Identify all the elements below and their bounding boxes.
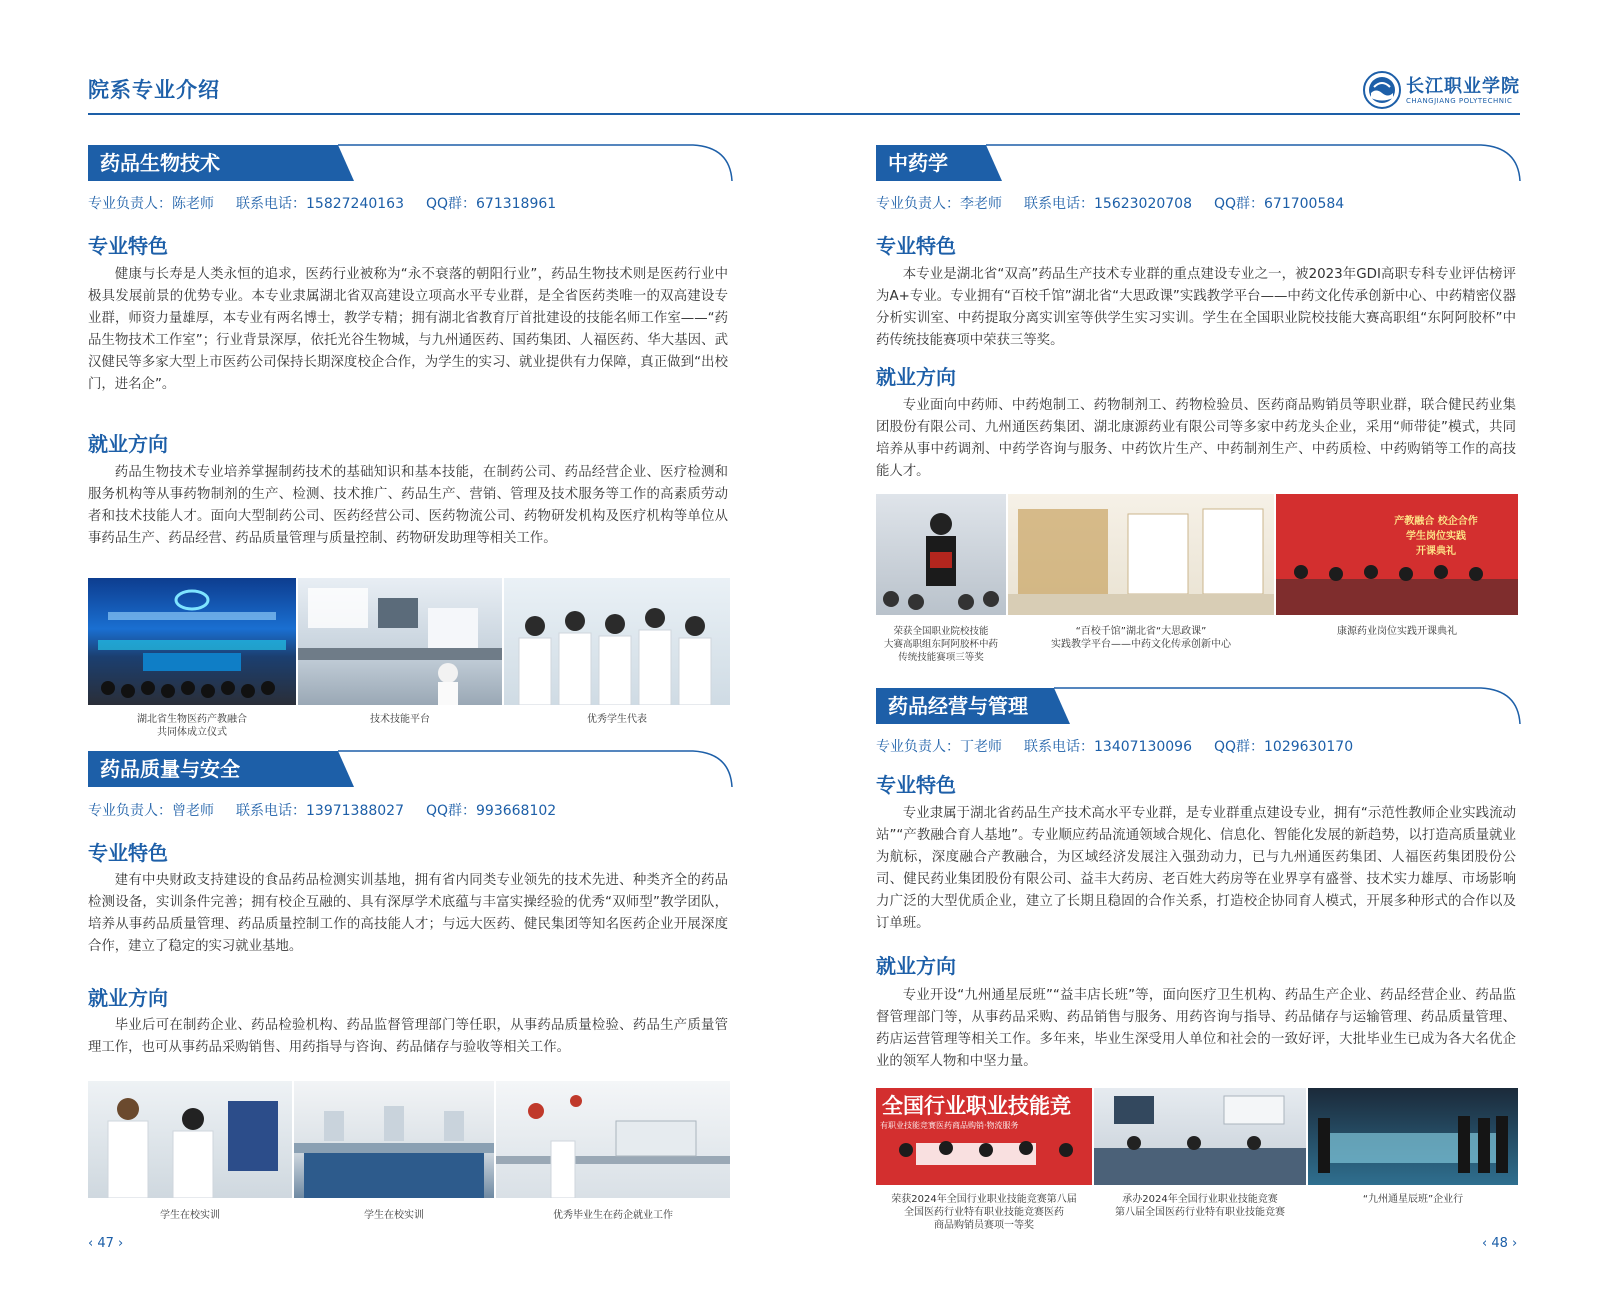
section-title: 中药学: [888, 151, 948, 175]
photo-caption: [1276, 625, 1518, 638]
section-title: 药品经营与管理: [888, 694, 1028, 718]
photo-lab-platform: [298, 578, 502, 705]
feature-heading: 专业特色: [876, 234, 956, 258]
caption-text: 学生在校实训: [160, 1210, 220, 1221]
caption-text: 承办2024年全国行业职业技能竞赛 第八届全国医药行业特有职业技能竞赛: [1115, 1194, 1285, 1218]
photo-caption: [88, 713, 296, 739]
page-number-left: ‹ 47 ›: [88, 1236, 124, 1251]
page-header-title: 院系专业介绍: [88, 78, 220, 102]
contact-line: [88, 800, 578, 820]
contact-phone: 联系电话：15623020708: [1024, 196, 1192, 212]
caption-text: 康源药业岗位实践开课典礼: [1337, 626, 1457, 637]
photo-caption: [88, 1209, 292, 1222]
contact-person: 专业负责人：曾老师: [88, 803, 214, 819]
caption-text: “九州通星辰班”企业行: [1362, 1194, 1464, 1205]
job-paragraph: 药品生物技术专业培养掌握制药技术的基础知识和基本技能，在制药公司、药品经营企业、医疗检测和服务机构等从事药物制剂的生产、检测、技术推广、药品生产、营销、管理及技术服务等工作的高素质劳动者和技术技能人才。面向大型制药公司、医药经营公司、医药物流公司、药物研发机构及医疗机构等单位从事药品生产、药品经营、药品质量管理与质量控制、药物研发助理等相关工作。: [88, 465, 728, 546]
contact-phone: 联系电话：13407130096: [1024, 739, 1192, 755]
lab-bench-illustration: [294, 1081, 494, 1198]
page-number-value: 48: [1491, 1236, 1508, 1251]
caption-text: 优秀毕业生在药企就业工作: [553, 1210, 673, 1221]
feature-paragraph: 本专业是湖北省“双高”药品生产技术专业群的重点建设专业之一，被2023年GDI高职专科专业评估榜评为A+专业。专业拥有“百校千馆”湖北省“大思政课”实践教学平台——中药文化传承创新中心、中药精密仪器分析实训室、中药提取分离实训室等供学生实习实训。学生在全国职业院校技能大赛高职组“东阿阿胶杯”中药传统技能赛项中荣获三等奖。: [876, 267, 1516, 348]
caption-text: 技术技能平台: [370, 714, 430, 725]
caption-text: 湖北省生物医药产教融合 共同体成立仪式: [137, 714, 247, 738]
feature-paragraph: 健康与长寿是人类永恒的追求，医药行业被称为“永不衰落的朝阳行业”，药品生物技术则是医药行业中极具发展前景的优势专业。本专业隶属湖北省双高建设立项高水平专业群，是全省医药类唯一的双高建设专业群，师资力量雄厚，本专业有两名博士，教学专精；拥有湖北省教育厅首批建设的技能名师工作室——“药品生物技术工作室”；行业背景深厚，依托光谷生物城，与九州通医药、国药集团、人福医药、华大基因、武汉健民等多家大型上市医药公司保持长期深度校企合作，为学生的实习、就业提供有力保障，真正做到“出校门，进名企”。: [88, 267, 728, 392]
section-header-pharma-management: [876, 686, 1522, 726]
caption-text: 学生在校实训: [364, 1210, 424, 1221]
section-header-shape: [876, 143, 1522, 183]
feature-heading: 专业特色: [88, 841, 168, 865]
photo-student-training-2: [294, 1081, 494, 1198]
banner-line: 产教融合 校企合作: [1394, 516, 1478, 527]
caption-text: 优秀学生代表: [587, 714, 647, 725]
feature-paragraph: 专业隶属于湖北省药品生产技术高水平专业群，是专业群重点建设专业，拥有“示范性教师企业实践流动站”“产教融合育人基地”。专业顺应药品流通领域合规化、信息化、智能化发展的新趋势，以打造高质量就业为航标，深度融合产教融合，为区域经济发展注入强劲动力，已与九州通医药集团、人福医药集团股份公司、健民药业集团股份有限公司、益丰大药房、老百姓大药房等在业界享有盛誉、技术实力雄厚、市场影响力广泛的大型优质企业，建立了长期且稳固的合作关系，打造校企协同育人模式，开展多种形式的合作以及订单班。: [876, 806, 1516, 931]
page-number-right: ‹ 48 ›: [1482, 1236, 1518, 1251]
photo-skills-competition: [876, 1088, 1092, 1185]
award-stage-illustration: [876, 1088, 1092, 1185]
photo-caption: [876, 625, 1006, 664]
feature-heading: 专业特色: [876, 773, 956, 797]
job-paragraph: 毕业后可在制药企业、药品检验机构、药品监督管理部门等任职，从事药品质量检验、药品生产质量管理工作，也可从事药品采购销售、用药指导与咨询、药品储存与验收等相关工作。: [88, 1018, 728, 1055]
photo-kangyuan-ceremony: [1276, 494, 1518, 615]
caption-text: 荣获2024年全国行业职业技能竞赛第八届 全国医药行业特有职业技能竞赛医药 商品购销员赛项一等奖: [891, 1194, 1077, 1231]
ceremony-stage-illustration: [88, 578, 296, 705]
museum-display-illustration: [1008, 494, 1274, 615]
photo-caption: [1308, 1193, 1518, 1206]
contact-line: [876, 193, 1366, 213]
contact-phone: 联系电话：15827240163: [236, 196, 404, 212]
banner-subtitle: 有职业技能竞赛医药商品购销·物流服务: [880, 1121, 1019, 1130]
banner-line: 学生岗位实践: [1406, 531, 1466, 542]
contact-phone: 联系电话：13971388027: [236, 803, 404, 819]
job-heading: 就业方向: [88, 986, 168, 1010]
photo-caption: [298, 713, 502, 726]
photo-graduate-working: [496, 1081, 730, 1198]
job-heading: 就业方向: [876, 365, 956, 389]
photo-student-training-1: [88, 1081, 292, 1198]
lab-equipment-illustration: [298, 578, 502, 705]
contact-qq: QQ群：993668102: [425, 803, 557, 819]
caption-text: “百校千馆”湖北省“大思政课” 实践教学平台——中药文化传承创新中心: [1051, 626, 1231, 650]
photo-caption: [496, 1209, 730, 1222]
section-header-tcm: [876, 143, 1522, 183]
photo-caption: [504, 713, 730, 726]
section-title: 药品质量与安全: [100, 757, 240, 781]
students-illustration: [504, 578, 730, 705]
header-divider: [88, 113, 1520, 115]
section-header-quality-safety: [88, 749, 734, 789]
contact-person: 专业负责人：李老师: [876, 196, 1002, 212]
contact-line: [876, 736, 1375, 756]
feature-heading: 专业特色: [88, 234, 168, 258]
contact-qq: QQ群：1029630170: [1213, 739, 1354, 755]
feature-paragraph: 建有中央财政支持建设的食品药品检测实训基地，拥有省内同类专业领先的技术先进、种类齐全的药品检测设备，实训条件完善；拥有校企互融的、具有深厚学术底蕴与丰富实操经验的优秀“双师型”教学团队，培养从事药品质量管理、药品质量控制工作的高技能人才；与远大医药、健民集团等知名医药企业开展深度合作，建立了稳定的实习就业基地。: [88, 873, 728, 954]
photo-caption: [876, 1193, 1092, 1232]
enterprise-visit-illustration: [1308, 1088, 1518, 1185]
contact-person: 专业负责人：陈老师: [88, 196, 214, 212]
photo-tcm-culture-center: [1008, 494, 1274, 615]
photo-caption: [294, 1209, 494, 1222]
photo-award-winner: [876, 494, 1006, 615]
job-paragraph: 专业面向中药师、中药炮制工、药物制剂工、药物检验员、医药商品购销员等职业群，联合健民药业集团股份有限公司、九州通医药集团、湖北康源药业有限公司等多家中药龙头企业，采用“师带徒”模式，共同培养从事中药调剂、中药学咨询与服务、中药饮片生产、中药制剂生产、中药质检、中药购销等工作的高技能人才。: [876, 398, 1516, 479]
photo-caption: [1094, 1193, 1306, 1219]
award-illustration: [876, 494, 1006, 615]
photo-jiuzhoutong-visit: [1308, 1088, 1518, 1185]
section-header-bio-tech: [88, 143, 734, 183]
contact-person: 专业负责人：丁老师: [876, 739, 1002, 755]
workplace-illustration: [496, 1081, 730, 1198]
logo-name: 长江职业学院: [1406, 76, 1520, 97]
page-number-value: 47: [97, 1236, 114, 1251]
photo-hosting-competition: [1094, 1088, 1306, 1185]
contact-line: [88, 193, 578, 213]
job-heading: 就业方向: [88, 432, 168, 456]
contact-qq: QQ群：671700584: [1213, 196, 1345, 212]
job-heading: 就业方向: [876, 954, 956, 978]
photo-caption: [1008, 625, 1274, 651]
job-paragraph: 专业开设“九州通星辰班”“益丰店长班”等，面向医疗卫生机构、药品生产企业、药品经营企业、药品监督管理部门等，从事药品采购、药品销售与服务、用药咨询与指导、药品储存与运输管理、药品质量管理、药店运营管理等相关工作。多年来，毕业生深受用人单位和社会的一致好评，大批毕业生已成为各大名优企业的领军人物和中坚力量。: [876, 988, 1516, 1069]
competition-hall-illustration: [1094, 1088, 1306, 1185]
training-illustration: [88, 1081, 292, 1198]
banner-line: 开课典礼: [1416, 546, 1456, 557]
contact-qq: QQ群：671318961: [425, 196, 557, 212]
photo-excellent-students: [504, 578, 730, 705]
college-emblem-icon: [1362, 70, 1402, 110]
photo-ceremony: [88, 578, 296, 705]
college-logo: [1362, 70, 1522, 114]
banner-title: 全国行业职业技能竞: [882, 1094, 1071, 1118]
section-title: 药品生物技术: [100, 151, 220, 175]
caption-text: 荣获全国职业院校技能 大赛高职组东阿阿胶杯中药 传统技能赛项三等奖: [883, 626, 998, 663]
logo-subtitle: CHANGJIANG POLYTECHNIC: [1406, 97, 1513, 105]
